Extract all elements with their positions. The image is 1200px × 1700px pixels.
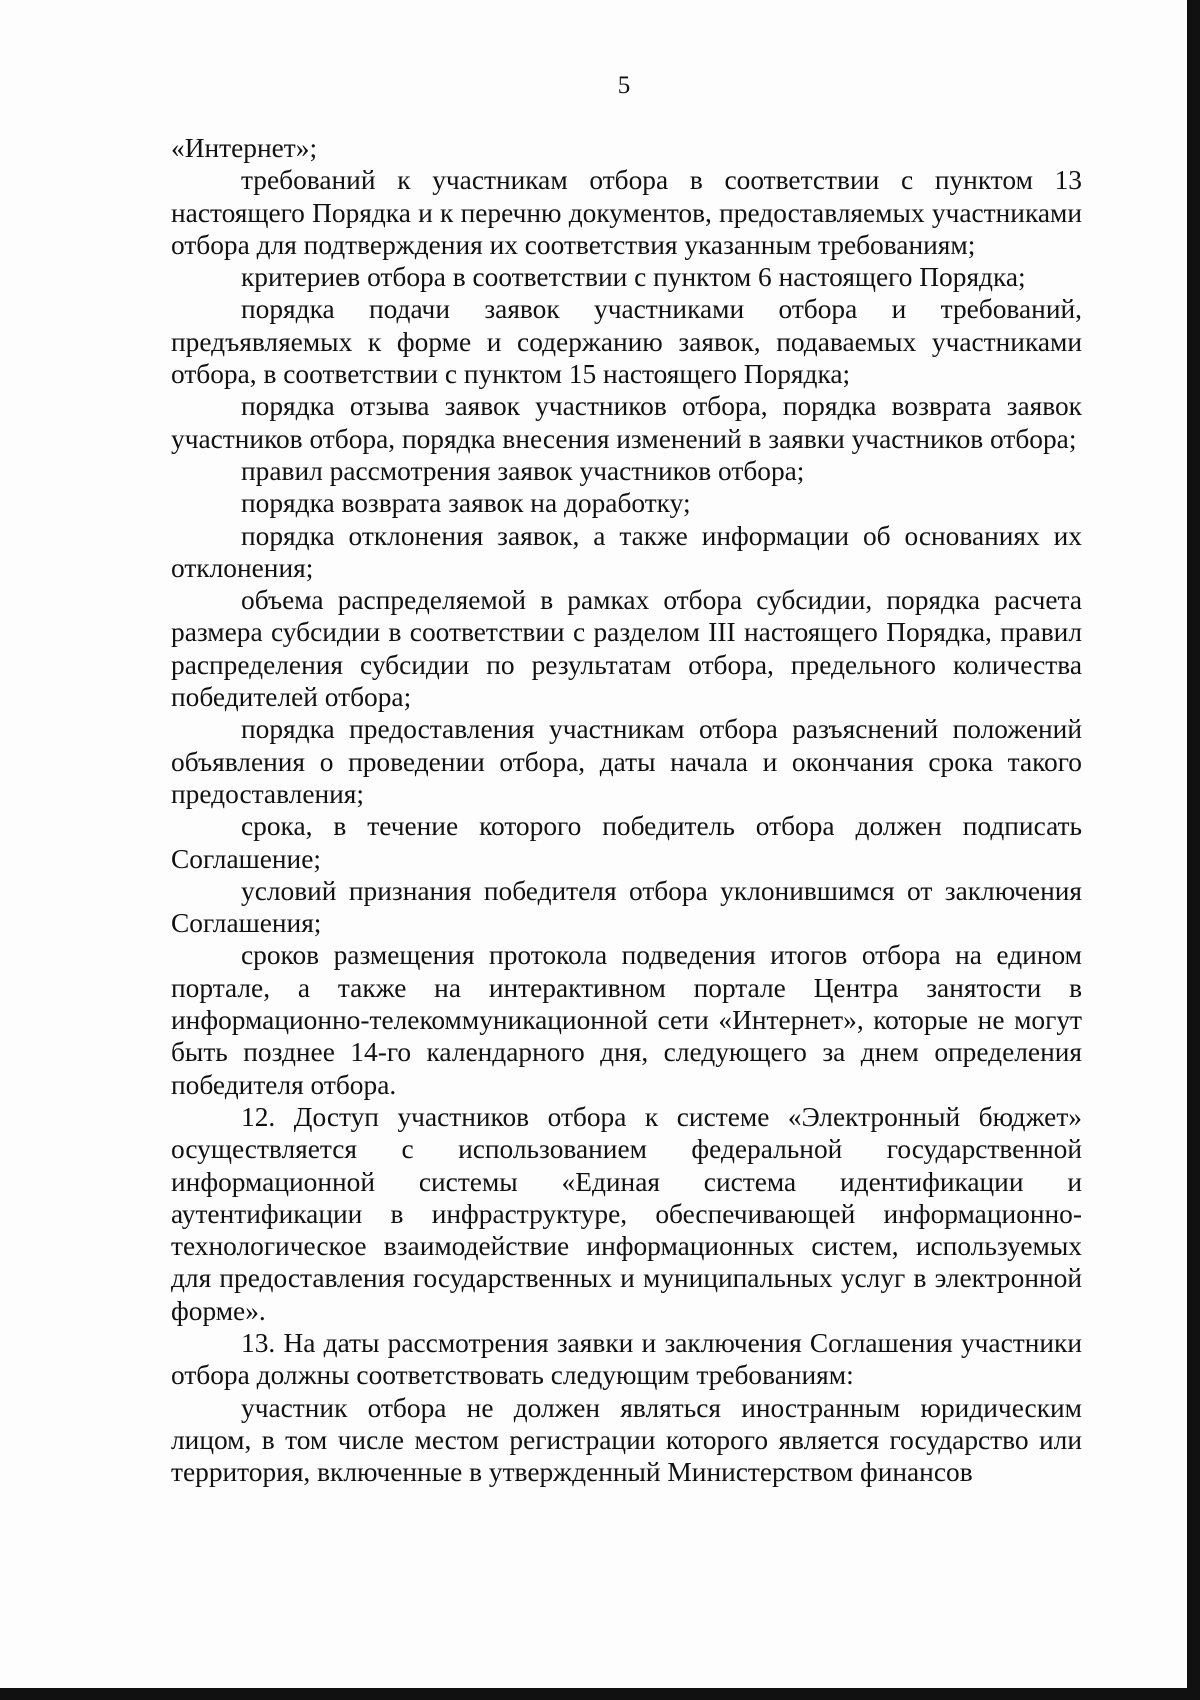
scan-border-bottom <box>0 1688 1200 1700</box>
paragraph-internet-end: «Интернет»; <box>171 133 318 163</box>
paragraph-return-for-revision: порядка возврата заявок на доработку; <box>241 488 691 519</box>
paragraph-protocol-publication: сроков размещения протокола подведения итогов отбора на едином портале, а также на интерактивном портале Центра занятости в информационно-телекоммуникационной сети «Интернет», которые не могут быть позднее 14-го календарного дня, следующего за днем определения победителя отбора. <box>171 940 1082 1100</box>
paragraph-clarifications: порядка предоставления участникам отбора разъяснений положений объявления о проведении отбора, даты начала и окончания срока такого предоставления; <box>171 714 1082 809</box>
document-body <box>171 132 1082 1488</box>
paragraph-application-submission: порядка подачи заявок участниками отбора и требований, предъявляемых к форме и содержанию заявок, подаваемых участниками отбора, в соответствии с пунктом 15 настоящего Порядка; <box>171 294 1082 390</box>
paragraph-evasion-conditions: условий признания победителя отбора уклонившимся от заключения Соглашения; <box>171 875 1082 939</box>
paragraph-item-13: 13. На даты рассмотрения заявки и заключения Соглашения участники отбора должны соответствовать следующим требованиям: <box>171 1327 1082 1391</box>
scan-border-right <box>1187 0 1200 1700</box>
paragraph-foreign-entity: участник отбора не должен являться иностранным юридическим лицом, в том числе местом регистрации которого является государство или территория, включенные в утвержденный Министерством финансов <box>171 1392 1082 1488</box>
page-number: 5 <box>617 72 631 99</box>
paragraph-review-rules: правил рассмотрения заявок участников отбора; <box>241 455 805 486</box>
paragraph-rejection: порядка отклонения заявок, а также информации об основаниях их отклонения; <box>171 520 1082 583</box>
paragraph-subsidy-volume: объема распределяемой в рамках отбора субсидии, порядка расчета размера субсидии в соответствии с разделом III настоящего Порядка, правил распределения субсидии по результатам отбора, предельного количества победителей отбора; <box>171 585 1082 713</box>
paragraph-application-withdrawal: порядка отзыва заявок участников отбора, порядка возврата заявок участников отбора, порядка внесения изменений в заявки участников отбора; <box>171 391 1082 454</box>
paragraph-signing-deadline: срока, в течение которого победитель отбора должен подписать Соглашение; <box>171 811 1082 874</box>
paragraph-selection-criteria: критериев отбора в соответствии с пунктом 6 настоящего Порядка; <box>241 262 1026 293</box>
paragraph-participant-requirements: требований к участникам отбора в соответствии с пунктом 13 настоящего Порядка и к перечню документов, предоставляемых участниками отбора для подтверждения их соответствия указанным требованиям; <box>171 165 1082 260</box>
paragraph-item-12: 12. Доступ участников отбора к системе «Электронный бюджет» осуществляется с использованием федеральной государственной информационной системы «Единая система идентификации и аутентификации в инфраструктуре, обеспечивающей информационно-технологическое взаимодействие информационных систем, используемых для предоставления государственных и муниципальных услуг в электронной форме». <box>171 1101 1082 1326</box>
